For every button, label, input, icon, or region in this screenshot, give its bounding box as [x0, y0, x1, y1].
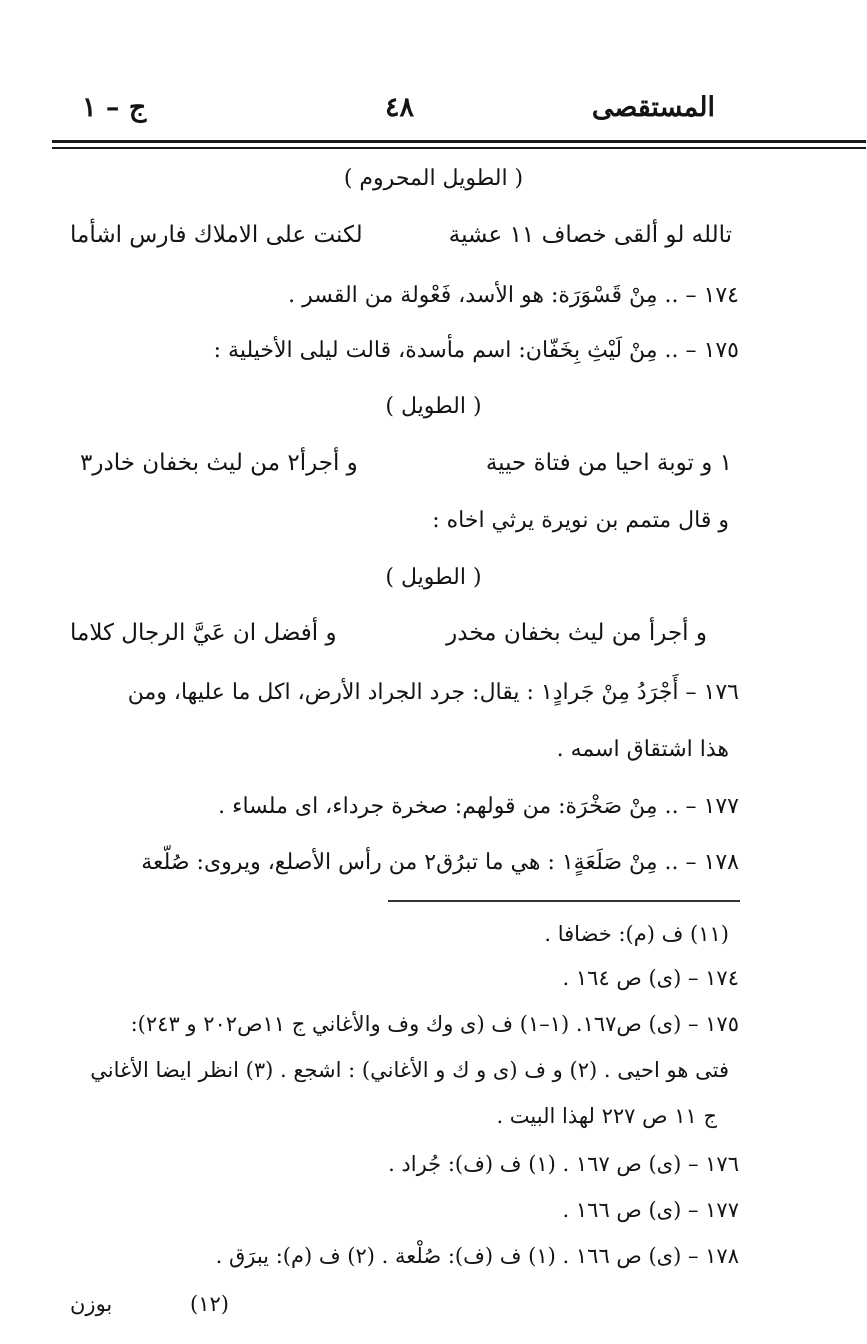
catchword: بوزن: [70, 1292, 113, 1316]
volume-label: ج – ١: [82, 92, 147, 123]
page-number: ٤٨: [385, 92, 415, 123]
verse-1-second-hemistich: لكنت على الاملاك فارس اشأما: [70, 222, 363, 248]
entry-178: ١٧٨ – .. مِنْ صَلَعَةٍ١ : هي ما تبرُق٢ من رأس الأصلع، ويروى: صُلّعة: [141, 850, 739, 875]
verse-3-second-hemistich: و أفضل ان عَيَّ الرجال كلاما: [70, 620, 337, 646]
entry-176-continued: هذا اشتقاق اسمه .: [556, 737, 729, 762]
header-rule-thick: [52, 140, 866, 143]
verse-2-second-hemistich: و أجرأ٢ من ليث بخفان خادر٣: [80, 450, 358, 476]
footnote-175-line-3: ج ١١ ص ٢٢٧ لهذا البيت .: [496, 1104, 717, 1128]
entry-177: ١٧٧ – .. مِنْ صَخْرَة: من قولهم: صخرة جرداء، اى ملساء .: [218, 794, 739, 819]
verse-2-first-hemistich: ١ و توبة احيا من فتاة حيية: [485, 450, 732, 476]
header-rule-thin: [52, 147, 866, 149]
running-title: المستقصى: [591, 92, 715, 123]
footnote-177: ١٧٧ – (ى) ص ١٦٦ .: [562, 1198, 739, 1222]
footnote-175: ١٧٥ – (ى) ص١٦٧. (١–١) ف (ى وك وف والأغاني ج ١١ص٢٠٢ و ٢٤٣):: [130, 1012, 739, 1036]
entry-176: ١٧٦ – أَجْرَدُ مِنْ جَرادٍ١ : يقال: جرد الجراد الأرض، اكل ما عليها، ومن: [127, 680, 739, 705]
mutammim-intro-line: و قال متمم بن نويرة يرثي اخاه :: [432, 508, 729, 533]
entry-175: ١٧٥ – .. مِنْ لَيْثِ بِخَفّان: اسم مأسدة، قالت ليلى الأخيلية :: [213, 338, 739, 363]
meter-heading-3: ( الطويل ): [385, 565, 482, 590]
footnote-11: (١١) ف (م): خضافا .: [544, 922, 729, 946]
footnote-rule: [388, 900, 740, 902]
footnote-176: ١٧٦ – (ى) ص ١٦٧ . (١) ف (ف): جُراد .: [388, 1152, 739, 1176]
footnote-174: ١٧٤ – (ى) ص ١٦٤ .: [562, 966, 739, 990]
meter-heading-1: ( الطويل المحروم ): [343, 166, 524, 191]
verse-3-first-hemistich: و أجرأ من ليث بخفان مخدر: [446, 620, 707, 646]
signature-mark: (١٢): [190, 1292, 229, 1316]
meter-heading-2: ( الطويل ): [385, 394, 482, 419]
footnote-178: ١٧٨ – (ى) ص ١٦٦ . (١) ف (ف): صُلْعة . (٢) ف (م): يبرَق .: [215, 1244, 739, 1268]
verse-1-first-hemistich: تالله لو ألقى خصاف ١١ عشية: [448, 222, 732, 248]
entry-174: ١٧٤ – .. مِنْ قَسْوَرَة: هو الأسد، فَعْولة من القسر .: [288, 283, 739, 308]
footnote-175-line-2: فتى هو احيى . (٢) و ف (ى و ك و الأغاني) : اشجع . (٣) انظر ايضا الأغاني: [90, 1058, 729, 1082]
